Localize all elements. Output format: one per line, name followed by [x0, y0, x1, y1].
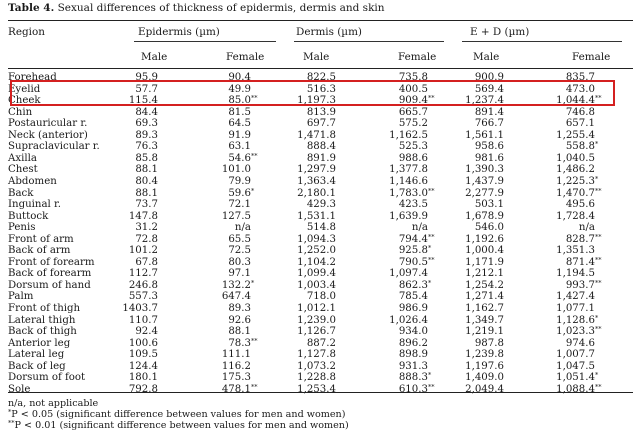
cell-dermis-male: 1,531.1	[297, 210, 336, 222]
cell-epidermis-female: 49.9	[228, 83, 251, 95]
cell-epidermis-male: 112.7	[128, 268, 158, 280]
cell-ed-male: 987.8	[474, 337, 504, 349]
cell-ed-female: 473.0	[565, 83, 595, 95]
cell-epidermis-male: 76.3	[135, 141, 158, 153]
cell-dermis-male: 1,012.1	[297, 303, 336, 314]
cell-dermis-male: 1,099.4	[297, 268, 336, 280]
cell-epidermis-male: 180.1	[128, 372, 158, 384]
cell-epidermis-female: 54.6**	[228, 151, 258, 164]
cell-dermis-female: 1,377.8	[389, 164, 428, 176]
cell-epidermis-female: 111.1	[221, 349, 251, 361]
cell-ed-female: 657.1	[565, 118, 595, 130]
cell-ed-female: 828.7**	[565, 232, 602, 245]
cell-dermis-male: 1,297.9	[297, 164, 336, 176]
cell-dermis-female: 898.9	[398, 349, 428, 361]
cell-ed-male: 1,192.6	[465, 233, 504, 245]
row-label: Neck (anterior)	[8, 129, 88, 141]
cell-epidermis-female: 116.2	[221, 360, 251, 372]
cell-dermis-male: 1,126.7	[297, 326, 336, 338]
row-label: Lateral thigh	[8, 314, 76, 326]
cell-dermis-female: n/a	[411, 222, 428, 234]
cell-ed-male: 900.9	[474, 72, 504, 83]
row-label: Cheek	[8, 95, 41, 107]
cell-dermis-female: 934.0	[398, 326, 428, 338]
cell-epidermis-female: 72.5	[228, 245, 251, 257]
cell-dermis-female: 888.3*	[398, 371, 432, 384]
cell-ed-female: 1,470.7**	[556, 186, 602, 199]
row-label: Front of forearm	[8, 256, 95, 268]
row-label: Buttock	[8, 210, 49, 222]
cell-epidermis-male: 147.8	[128, 210, 158, 222]
cell-dermis-male: 1,471.8	[297, 129, 336, 141]
cell-ed-female: 1,486.2	[556, 164, 595, 176]
cell-epidermis-male: 31.2	[135, 222, 158, 234]
top-rule	[8, 20, 633, 21]
row-label: Abdomen	[8, 175, 57, 187]
cell-ed-female: 1,051.4*	[556, 371, 599, 384]
cell-epidermis-female: 101.0	[221, 164, 251, 176]
cell-dermis-male: 1,003.4	[297, 279, 336, 291]
cell-dermis-male: 1,252.0	[297, 245, 336, 257]
cell-ed-male: 1,349.7	[465, 314, 504, 326]
cell-dermis-male: 429.3	[306, 199, 336, 211]
cell-epidermis-male: 69.3	[135, 118, 158, 130]
subheader-dermis-female: Female	[398, 51, 437, 63]
row-label: Palm	[8, 291, 34, 303]
cell-dermis-male: 891.9	[306, 152, 336, 164]
cell-dermis-male: 1,127.8	[297, 349, 336, 361]
cell-epidermis-male: 110.7	[128, 314, 158, 326]
cell-epidermis-female: 478.1**	[221, 382, 258, 395]
cell-ed-female: 1,023.3**	[556, 325, 602, 338]
subheader-dermis-male: Male	[303, 51, 330, 63]
cell-epidermis-female: 92.6	[228, 314, 251, 326]
cell-dermis-male: 514.8	[306, 222, 336, 234]
cell-ed-female: 993.7**	[565, 278, 602, 291]
cell-dermis-female: 1,026.4	[389, 314, 428, 326]
cell-dermis-male: 697.7	[306, 118, 336, 130]
cell-ed-male: 1,678.9	[465, 210, 504, 222]
cell-epidermis-female: 647.4	[221, 291, 251, 303]
cell-epidermis-male: 100.6	[128, 337, 158, 349]
group-underline-epidermis	[134, 41, 276, 42]
group-underline-ed	[462, 41, 622, 42]
footnote: *P < 0.05 (significant difference between values for men and women)	[8, 408, 346, 420]
cell-ed-male: 2,049.4	[465, 383, 504, 395]
cell-epidermis-male: 1403.7	[122, 303, 158, 314]
row-label: Forehead	[8, 72, 57, 83]
group-header-epidermis: Epidermis (µm)	[138, 26, 220, 38]
cell-dermis-female: 1,097.4	[389, 268, 428, 280]
row-label: Back of forearm	[8, 268, 92, 280]
cell-dermis-female: 665.7	[398, 106, 428, 118]
cell-epidermis-male: 95.9	[135, 72, 158, 83]
subheader-epidermis-male: Male	[141, 51, 168, 63]
cell-epidermis-female: 78.3**	[228, 336, 258, 349]
cell-ed-male: 1,239.8	[465, 349, 504, 361]
cell-dermis-female: 1,783.0**	[389, 186, 435, 199]
cell-ed-female: 495.6	[565, 199, 595, 211]
cell-ed-male: 958.6	[474, 141, 504, 153]
cell-epidermis-male: 73.7	[135, 199, 158, 211]
cell-ed-male: 1,271.4	[465, 291, 504, 303]
cell-epidermis-male: 88.1	[135, 187, 158, 199]
cell-dermis-female: 610.3**	[398, 382, 435, 395]
cell-dermis-male: 718.0	[306, 291, 336, 303]
row-label: Lateral leg	[8, 349, 65, 361]
cell-ed-male: 1,000.4	[465, 245, 504, 257]
cell-ed-male: 1,162.7	[465, 303, 504, 314]
cell-epidermis-male: 72.8	[135, 233, 158, 245]
cell-dermis-female: 931.3	[398, 360, 428, 372]
cell-ed-male: 1,561.1	[465, 129, 504, 141]
cell-ed-male: 1,390.3	[465, 164, 504, 176]
cell-ed-female: 1,088.4**	[556, 382, 602, 395]
row-label: Sole	[8, 383, 31, 395]
cell-dermis-male: 516.3	[306, 83, 336, 95]
cell-dermis-male: 1,104.2	[297, 256, 336, 268]
cell-ed-female: 1,728.4	[556, 210, 595, 222]
subheader-ed-female: Female	[572, 51, 611, 63]
table-title	[8, 2, 385, 14]
cell-epidermis-male: 101.2	[128, 245, 158, 257]
cell-ed-female: 746.8	[565, 106, 595, 118]
cell-dermis-male: 888.4	[306, 141, 336, 153]
cell-dermis-female: 525.3	[398, 141, 428, 153]
cell-epidermis-male: 67.8	[135, 256, 158, 268]
cell-epidermis-female: 89.3	[228, 303, 251, 314]
cell-ed-female: 1,194.5	[556, 268, 595, 280]
row-label: Supraclavicular r.	[8, 141, 100, 153]
cell-dermis-male: 1,239.0	[297, 314, 336, 326]
cell-dermis-female: 986.9	[398, 303, 428, 314]
table-caption: Sexual differences of thickness of epidermis, dermis and skin	[57, 2, 385, 14]
cell-ed-female: 1,044.4**	[556, 94, 602, 107]
cell-epidermis-female: n/a	[234, 222, 251, 234]
cell-epidermis-female: 81.5	[228, 106, 251, 118]
cell-dermis-female: 862.3*	[398, 278, 432, 291]
cell-dermis-male: 1,094.3	[297, 233, 336, 245]
cell-epidermis-female: 72.1	[228, 199, 251, 211]
row-label: Front of arm	[8, 233, 74, 245]
cell-ed-female: n/a	[578, 222, 595, 234]
row-label: Axilla	[8, 152, 37, 164]
cell-dermis-female: 988.6	[398, 152, 428, 164]
cell-ed-male: 1,409.0	[465, 372, 504, 384]
row-label: Chin	[8, 106, 33, 118]
region-header: Region	[8, 26, 45, 38]
cell-epidermis-female: 175.3	[221, 372, 251, 384]
cell-epidermis-male: 85.8	[135, 152, 158, 164]
header-rule	[8, 68, 633, 69]
cell-dermis-female: 1,639.9	[389, 210, 428, 222]
cell-ed-female: 1,128.6*	[556, 313, 599, 326]
cell-ed-male: 766.7	[474, 118, 504, 130]
row-label: Anterior leg	[8, 337, 71, 349]
cell-dermis-female: 423.5	[398, 199, 428, 211]
cell-ed-male: 981.6	[474, 152, 504, 164]
cell-ed-female: 558.8*	[565, 140, 599, 153]
row-label: Postauricular r.	[8, 118, 88, 130]
cell-ed-male: 2,277.9	[465, 187, 504, 199]
cell-epidermis-female: 132.2*	[221, 278, 255, 291]
cell-ed-female: 1,225.3*	[556, 174, 599, 187]
cell-epidermis-female: 65.5	[228, 233, 251, 245]
cell-dermis-male: 1,197.3	[297, 95, 336, 107]
cell-dermis-female: 735.8	[398, 72, 428, 83]
cell-dermis-male: 2,180.1	[297, 187, 336, 199]
cell-dermis-male: 1,073.2	[297, 360, 336, 372]
cell-ed-female: 1,427.4	[556, 291, 595, 303]
subheader-epidermis-female: Female	[226, 51, 265, 63]
cell-ed-female: 835.7	[565, 72, 595, 83]
cell-epidermis-male: 246.8	[128, 279, 158, 291]
cell-epidermis-male: 109.5	[128, 349, 158, 361]
cell-dermis-female: 790.5**	[398, 255, 435, 268]
cell-dermis-male: 1,363.4	[297, 175, 336, 187]
cell-epidermis-male: 792.8	[128, 383, 158, 395]
cell-dermis-female: 896.2	[398, 337, 428, 349]
cell-dermis-female: 925.8*	[398, 244, 432, 257]
group-underline-dermis	[294, 41, 444, 42]
cell-dermis-female: 1,162.5	[389, 129, 428, 141]
row-label: Dorsum of foot	[8, 372, 86, 384]
cell-dermis-female: 575.2	[398, 118, 428, 130]
cell-epidermis-female: 97.1	[228, 268, 251, 280]
cell-epidermis-male: 80.4	[135, 175, 158, 187]
cell-dermis-male: 822.5	[306, 72, 336, 83]
row-label: Back of leg	[8, 360, 66, 372]
cell-dermis-female: 400.5	[398, 83, 428, 95]
cell-ed-female: 871.4**	[565, 255, 602, 268]
cell-dermis-male: 813.9	[306, 106, 336, 118]
cell-epidermis-male: 115.4	[128, 95, 158, 107]
group-header-dermis: Dermis (µm)	[296, 26, 362, 38]
row-label: Front of thigh	[8, 303, 81, 314]
cell-dermis-female: 785.4	[398, 291, 428, 303]
cell-ed-female: 1,040.5	[556, 152, 595, 164]
cell-ed-male: 1,237.4	[465, 95, 504, 107]
cell-epidermis-female: 91.9	[228, 129, 251, 141]
table-label: Table 4.	[8, 2, 55, 14]
cell-ed-female: 1,007.7	[556, 349, 595, 361]
bottom-rule	[8, 392, 633, 393]
cell-ed-female: 1,047.5	[556, 360, 595, 372]
cell-epidermis-female: 88.1	[228, 326, 251, 338]
subheader-ed-male: Male	[473, 51, 500, 63]
cell-epidermis-female: 127.5	[221, 210, 251, 222]
cell-epidermis-male: 84.4	[135, 106, 158, 118]
row-label: Dorsum of hand	[8, 279, 91, 291]
row-label: Penis	[8, 222, 36, 234]
row-label: Chest	[8, 164, 38, 176]
row-label: Back	[8, 187, 34, 199]
cell-ed-male: 1,197.6	[465, 360, 504, 372]
footnote: n/a, not applicable	[8, 398, 99, 409]
cell-epidermis-male: 89.3	[135, 129, 158, 141]
cell-ed-male: 503.1	[474, 199, 504, 211]
cell-ed-female: 974.6	[565, 337, 595, 349]
cell-dermis-female: 1,146.6	[389, 175, 428, 187]
row-label: Back of thigh	[8, 326, 77, 338]
footnote: **P < 0.01 (significant difference between values for men and women)	[8, 419, 349, 431]
cell-ed-male: 546.0	[474, 222, 504, 234]
cell-epidermis-male: 57.7	[135, 83, 158, 95]
cell-ed-male: 1,437.9	[465, 175, 504, 187]
cell-ed-male: 1,171.9	[465, 256, 504, 268]
cell-ed-female: 1,351.3	[556, 245, 595, 257]
cell-epidermis-female: 59.6*	[228, 186, 255, 199]
cell-ed-male: 1,212.1	[465, 268, 504, 280]
cell-epidermis-male: 124.4	[128, 360, 158, 372]
cell-ed-female: 1,255.4	[556, 129, 595, 141]
cell-epidermis-female: 80.3	[228, 256, 251, 268]
cell-ed-female: 1,077.1	[556, 303, 595, 314]
cell-epidermis-female: 90.4	[228, 72, 251, 83]
cell-dermis-male: 887.2	[306, 337, 336, 349]
row-label: Eyelid	[8, 83, 41, 95]
cell-dermis-female: 909.4**	[398, 94, 435, 107]
cell-epidermis-male: 557.3	[128, 291, 158, 303]
cell-epidermis-female: 79.9	[228, 175, 251, 187]
cell-epidermis-male: 88.1	[135, 164, 158, 176]
cell-ed-male: 891.4	[474, 106, 504, 118]
cell-epidermis-female: 63.1	[228, 141, 251, 153]
cell-dermis-male: 1,228.8	[297, 372, 336, 384]
cell-epidermis-female: 64.5	[228, 118, 251, 130]
row-label: Back of arm	[8, 245, 71, 257]
cell-dermis-female: 794.4**	[398, 232, 435, 245]
cell-dermis-male: 1,253.4	[297, 383, 336, 395]
cell-ed-male: 1,219.1	[465, 326, 504, 338]
group-header-ed: E + D (µm)	[470, 26, 530, 38]
cell-ed-male: 1,254.2	[465, 279, 504, 291]
cell-epidermis-male: 92.4	[135, 326, 158, 338]
cell-ed-male: 569.4	[474, 83, 504, 95]
row-label: Inguinal r.	[8, 199, 62, 211]
cell-epidermis-female: 85.0**	[228, 94, 258, 107]
